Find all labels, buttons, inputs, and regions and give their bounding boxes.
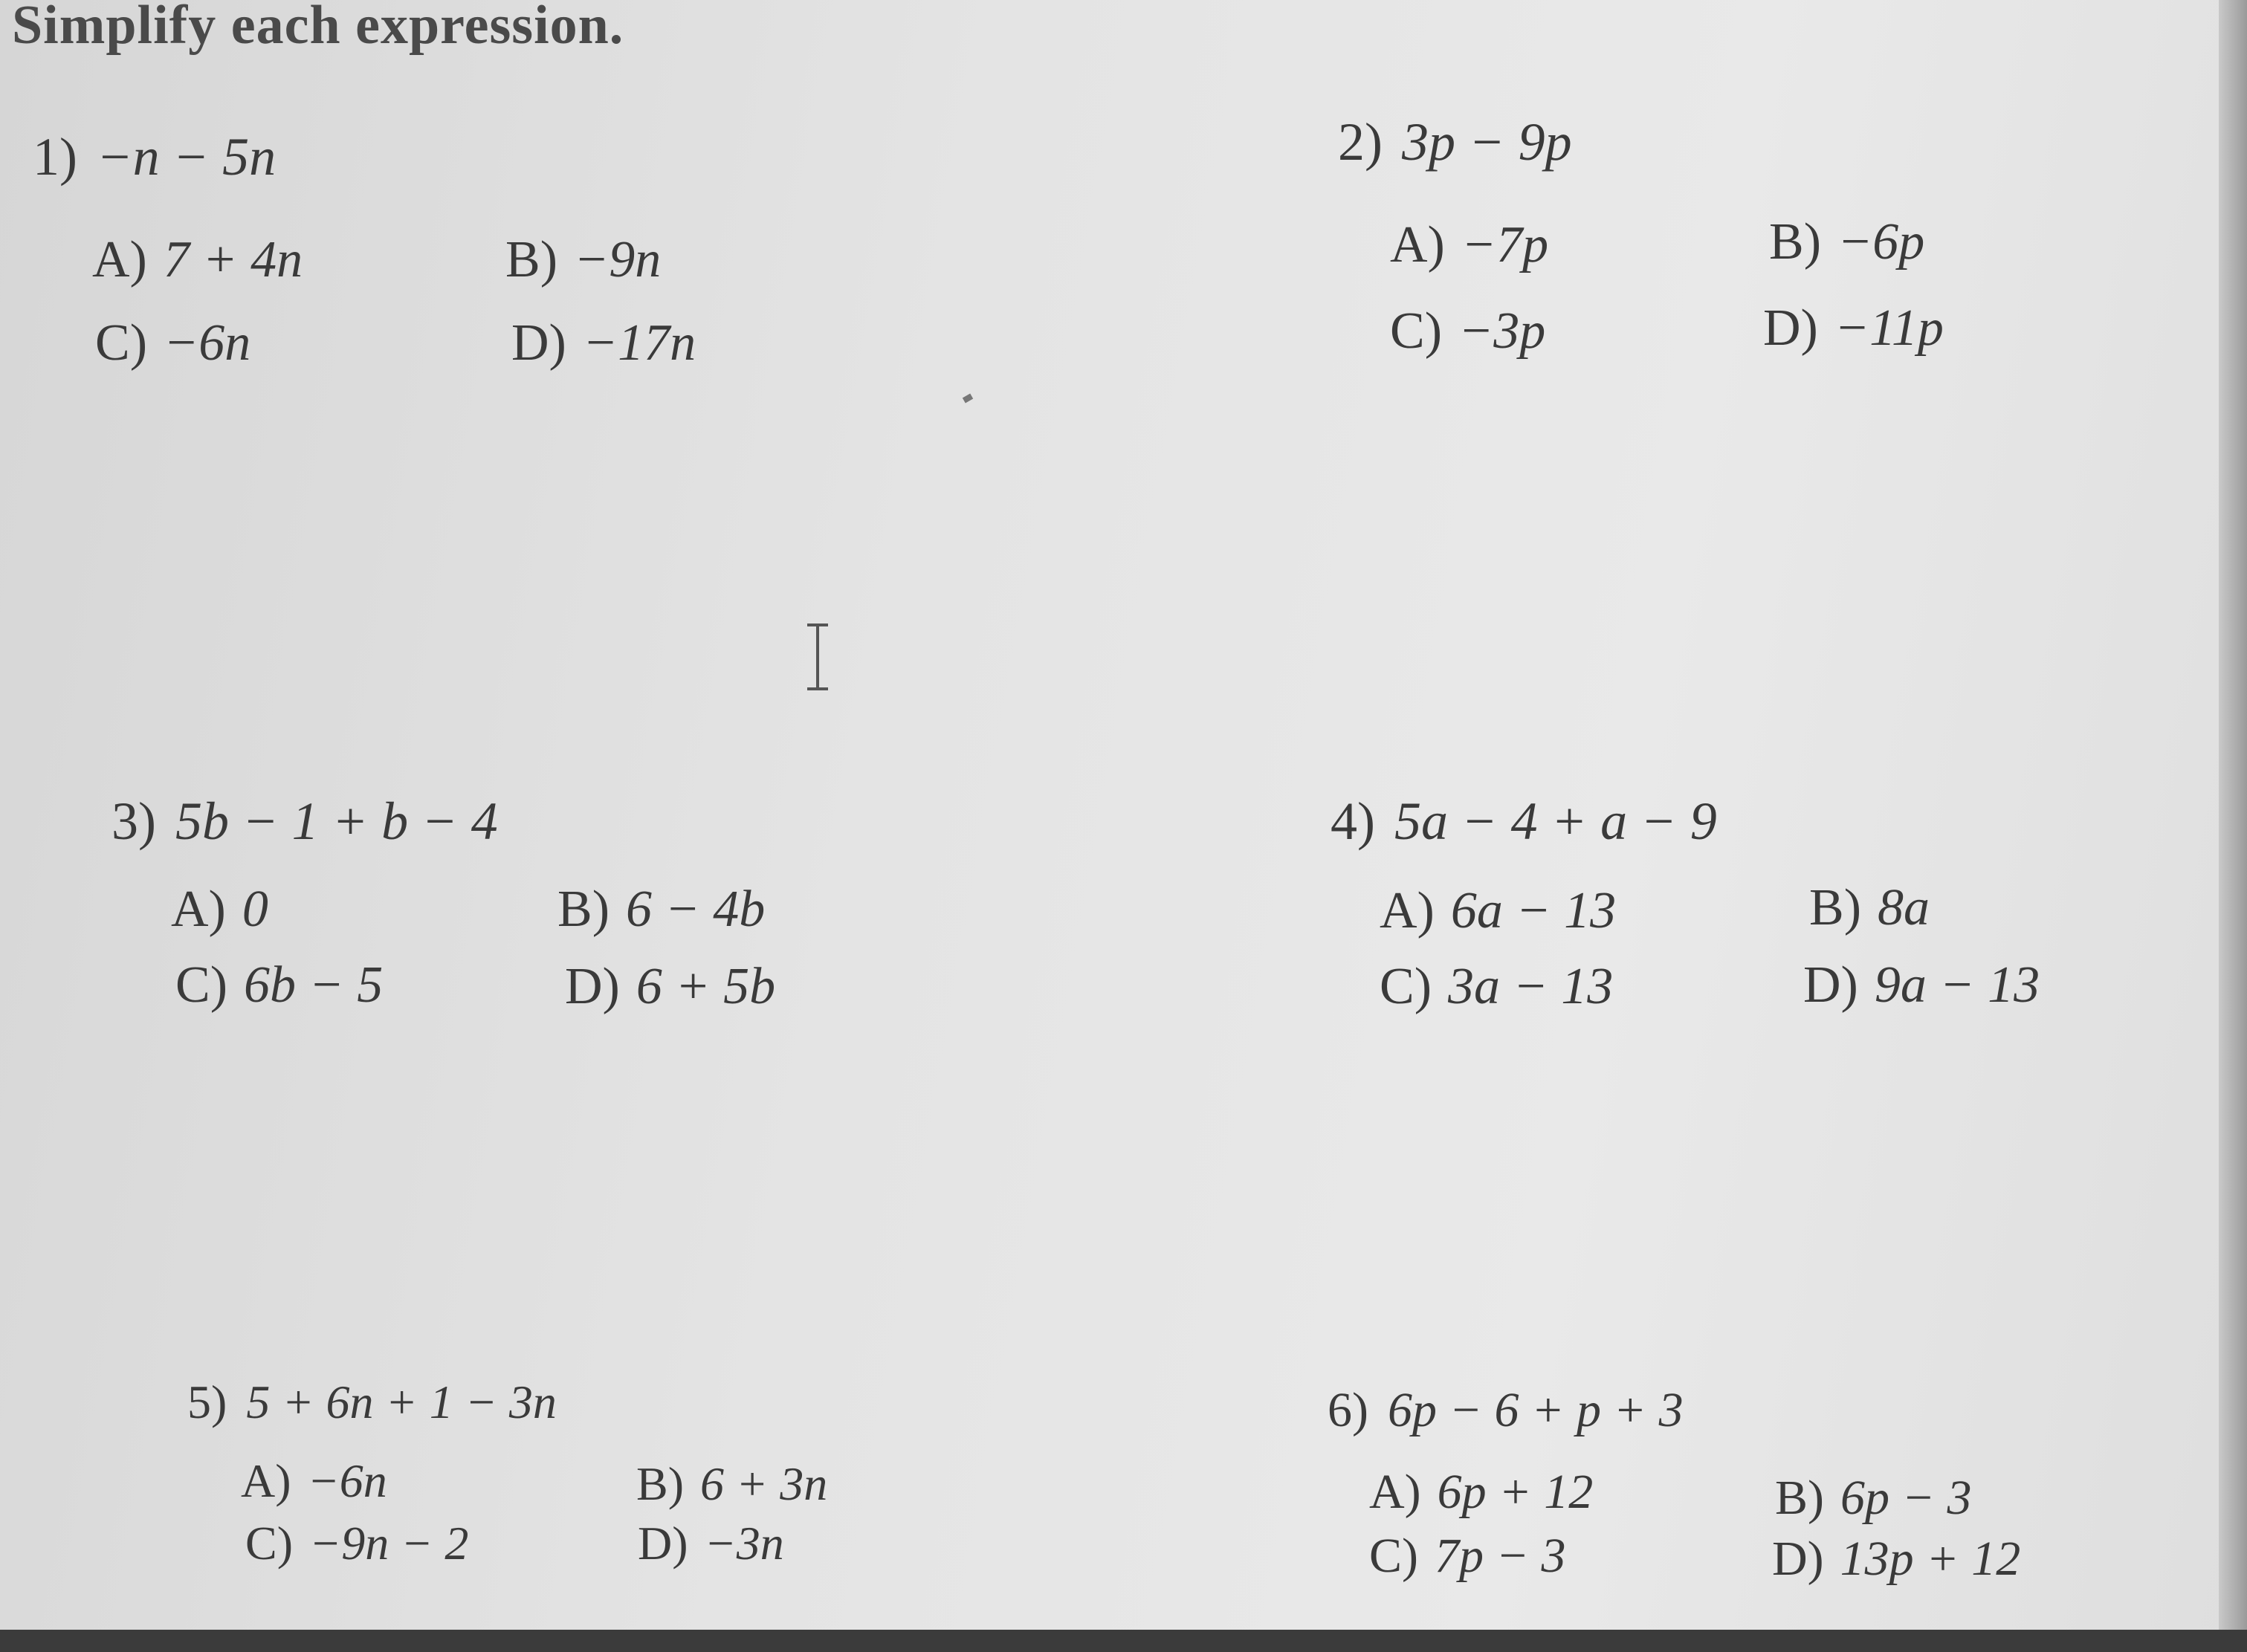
choice-letter: A) [171,881,226,938]
worksheet-title: Simplify each expression. [12,0,624,56]
choice-text: −9n [574,231,662,288]
choice-text: −17n [582,314,696,372]
problem-number: 1) [33,127,77,187]
choice-text: −3p [1458,302,1546,360]
choice-text: −7p [1461,216,1549,273]
choice-letter: B) [636,1457,684,1510]
choice-text: −6p [1837,213,1925,271]
choice-b[interactable] [1775,1470,1972,1526]
choice-letter: C) [1369,1529,1418,1583]
choice-letter: C) [245,1517,293,1570]
choice-text: 9a − 13 [1874,956,2040,1014]
choice-b[interactable] [1769,213,1924,272]
text-cursor-icon [804,623,831,691]
choice-a[interactable] [241,1454,387,1509]
problem-1-question [33,126,276,188]
choice-letter: C) [1380,958,1432,1015]
problem-expression: 5 + 6n + 1 − 3n [246,1376,557,1428]
choice-letter: C) [95,314,147,372]
choice-text: 6p + 12 [1437,1465,1594,1519]
choice-text: 6p − 3 [1840,1471,1972,1525]
choice-text: −11p [1834,299,1944,357]
problem-number: 4) [1331,791,1375,851]
choice-letter: B) [1809,879,1861,936]
choice-a[interactable] [92,230,303,290]
choice-c[interactable] [245,1516,468,1571]
choice-a[interactable] [1380,881,1616,941]
choice-text: 6b − 5 [244,956,384,1014]
problem-4-question [1331,791,1717,852]
choice-text: 6 + 3n [700,1457,828,1510]
monitor-bezel-bottom [0,1630,2247,1652]
choice-letter: A) [1380,882,1435,939]
choice-d[interactable] [638,1516,784,1571]
choice-text: 0 [242,881,268,938]
choice-letter: D) [638,1517,688,1570]
choice-text: 3a − 13 [1448,958,1614,1015]
choice-letter: D) [511,314,566,372]
choice-letter: D) [565,958,620,1015]
problem-expression: 5a − 4 + a − 9 [1394,791,1717,851]
choice-text: 6a − 13 [1450,882,1617,939]
choice-text: 7 + 4n [163,231,303,288]
problem-3-question [111,791,498,852]
choice-letter: A) [1369,1465,1421,1519]
choice-b[interactable] [557,880,765,939]
choice-d[interactable] [1772,1531,2020,1587]
choice-d[interactable] [1763,299,1944,358]
choice-letter: C) [175,956,227,1014]
choice-letter: C) [1390,302,1442,360]
choice-letter: B) [505,231,557,288]
choice-text: 8a [1878,879,1930,936]
choice-d[interactable] [565,957,775,1017]
choice-letter: B) [557,881,610,938]
monitor-bezel-right [2219,0,2247,1652]
choice-a[interactable] [1369,1464,1593,1520]
choice-letter: A) [92,231,147,288]
choice-text: −9n − 2 [309,1517,469,1570]
choice-d[interactable] [511,314,696,373]
choice-d[interactable] [1803,956,2040,1015]
choice-b[interactable] [1809,878,1930,938]
problem-number: 3) [111,791,156,851]
problem-expression: 3p − 9p [1401,112,1572,172]
choice-c[interactable] [1390,302,1545,361]
choice-b[interactable] [636,1457,827,1512]
choice-text: −6n [164,314,251,372]
choice-c[interactable] [1369,1528,1566,1584]
problem-number: 6) [1328,1383,1368,1437]
choice-letter: B) [1775,1471,1824,1525]
problem-5-question [187,1375,557,1430]
choice-letter: A) [241,1454,291,1507]
choice-letter: D) [1763,299,1818,357]
choice-letter: A) [1390,216,1445,273]
choice-letter: D) [1803,956,1858,1014]
problem-number: 5) [187,1376,227,1428]
choice-c[interactable] [95,314,250,373]
problem-expression: 5b − 1 + b − 4 [175,791,498,851]
choice-text: 6 + 5b [636,958,776,1015]
stray-mark [963,394,973,404]
choice-text: −3n [704,1517,784,1570]
problem-6-question [1328,1382,1684,1439]
problem-2-question [1338,111,1572,173]
choice-a[interactable] [171,880,268,939]
choice-c[interactable] [175,956,383,1015]
choice-text: 13p + 12 [1840,1532,2021,1586]
choice-letter: D) [1772,1532,1824,1586]
problem-number: 2) [1338,112,1383,172]
choice-c[interactable] [1380,957,1613,1017]
choice-text: −6n [307,1454,387,1507]
choice-a[interactable] [1390,216,1548,275]
choice-b[interactable] [505,230,661,290]
choice-text: 7p − 3 [1435,1529,1566,1583]
choice-letter: B) [1769,213,1821,271]
problem-expression: −n − 5n [96,127,277,187]
choice-text: 6 − 4b [626,881,766,938]
problem-expression: 6p − 6 + p + 3 [1387,1383,1684,1437]
